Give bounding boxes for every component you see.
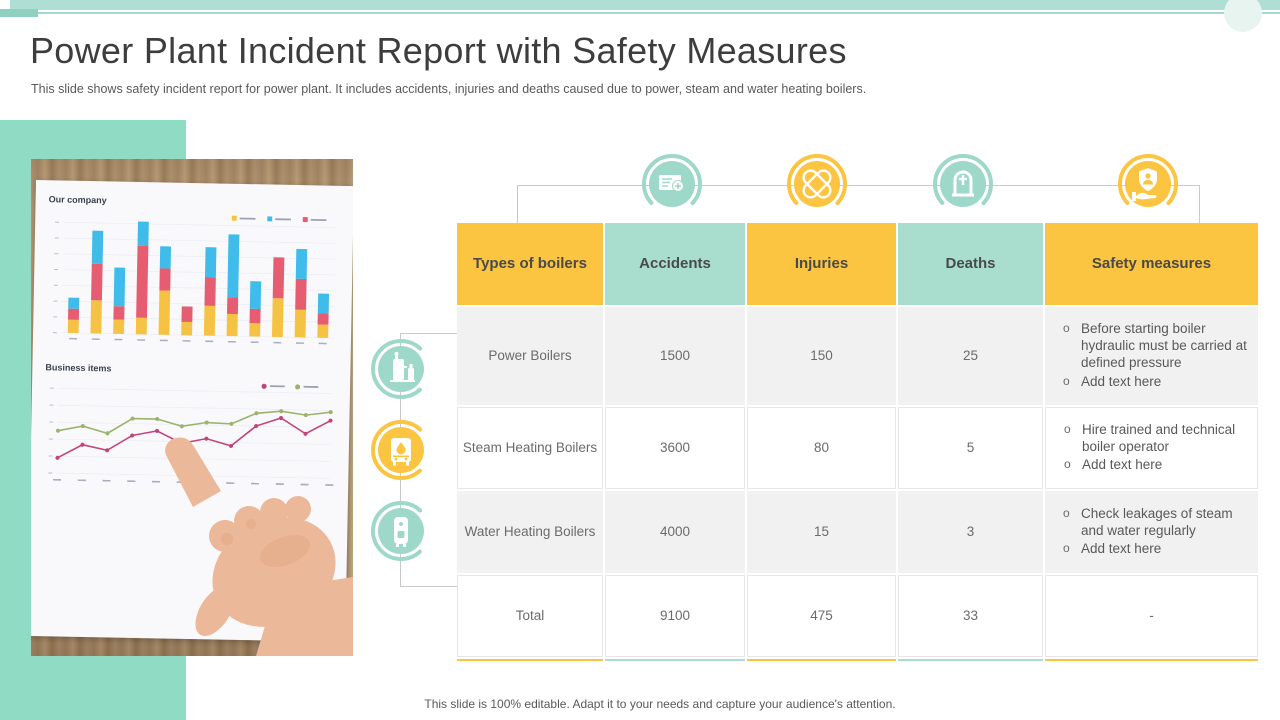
strip-segment [1045,659,1258,661]
chart-photo [31,159,353,656]
cell-accidents: 4000 [605,491,745,573]
table-row [457,307,1258,405]
cell-deaths: 5 [898,407,1043,489]
top-connector-right-drop [1199,185,1200,223]
cell-total-deaths: 33 [898,575,1043,657]
slide-subtitle: This slide shows safety incident report for power plant. It includes accidents, injuries and deaths caused due to power, steam and water heating boilers. [31,82,867,96]
strip-segment [747,659,896,661]
cell-total-measures: - [1045,575,1258,657]
safety-measures-badge [1110,146,1186,222]
cell-injuries: 150 [747,307,896,405]
deaths-badge [925,146,1001,222]
footer-note: This slide is 100% editable. Adapt it to your needs and capture your audience's attention. [424,697,896,711]
measure-item: o Add text here [1060,457,1247,474]
measure-item: o Check leakages of steam and water regularly [1059,506,1248,540]
table-bottom-strip [457,659,1258,661]
header-deaths: Deaths [898,223,1043,305]
top-connector-left-drop [517,185,518,223]
cell-deaths: 25 [898,307,1043,405]
cell-accidents: 1500 [605,307,745,405]
top-connector-line [517,185,1200,186]
measure-item: o Hire trained and technical boiler operator [1060,422,1247,456]
corner-decoration [1224,0,1262,32]
photo-chart2-title: Business items [45,362,112,374]
top-accent-tab [0,9,38,17]
strip-segment [898,659,1043,661]
cell-measures [1045,307,1258,405]
injuries-badge [779,146,855,222]
pointing-hand-icon [31,159,353,656]
measure-item: o Before starting boiler hydraulic must be carried at defined pressure [1059,321,1248,372]
cell-injuries: 15 [747,491,896,573]
strip-segment [605,659,745,661]
top-accent-bar [10,0,1280,10]
table-header-row [457,223,1258,305]
water-boiler-icon [394,517,408,547]
cell-boiler-type: Water Heating Boilers [457,491,603,573]
cell-total-label: Total [457,575,603,657]
cell-measures [1045,407,1258,489]
measure-item: o Add text here [1059,541,1248,558]
power-boiler-badge [363,331,439,407]
header-injuries: Injuries [747,223,896,305]
table-total-row [457,575,1258,657]
cell-total-injuries: 475 [747,575,896,657]
photo-chart1-title: Our company [48,194,107,206]
table-row [457,407,1258,489]
steam-boiler-icon [391,438,411,466]
accidents-badge [634,146,710,222]
header-accidents: Accidents [605,223,745,305]
cell-total-accidents: 9100 [605,575,745,657]
incident-table [457,223,1258,661]
measure-item: o Add text here [1059,374,1248,391]
steam-boiler-badge [363,412,439,488]
accident-report-icon [659,175,684,192]
cell-deaths: 3 [898,491,1043,573]
cell-boiler-type: Power Boilers [457,307,603,405]
header-types-of-boilers: Types of boilers [457,223,603,305]
cell-boiler-type: Steam Heating Boilers [457,407,603,489]
header-safety-measures: Safety measures [1045,223,1258,305]
table-row [457,491,1258,573]
strip-segment [457,659,603,661]
cell-measures [1045,491,1258,573]
cell-accidents: 3600 [605,407,745,489]
cell-injuries: 80 [747,407,896,489]
top-accent-line [38,12,1280,14]
water-boiler-badge [363,493,439,569]
slide-title: Power Plant Incident Report with Safety Measures [30,30,847,71]
left-connector-bottom-arm [400,586,457,587]
